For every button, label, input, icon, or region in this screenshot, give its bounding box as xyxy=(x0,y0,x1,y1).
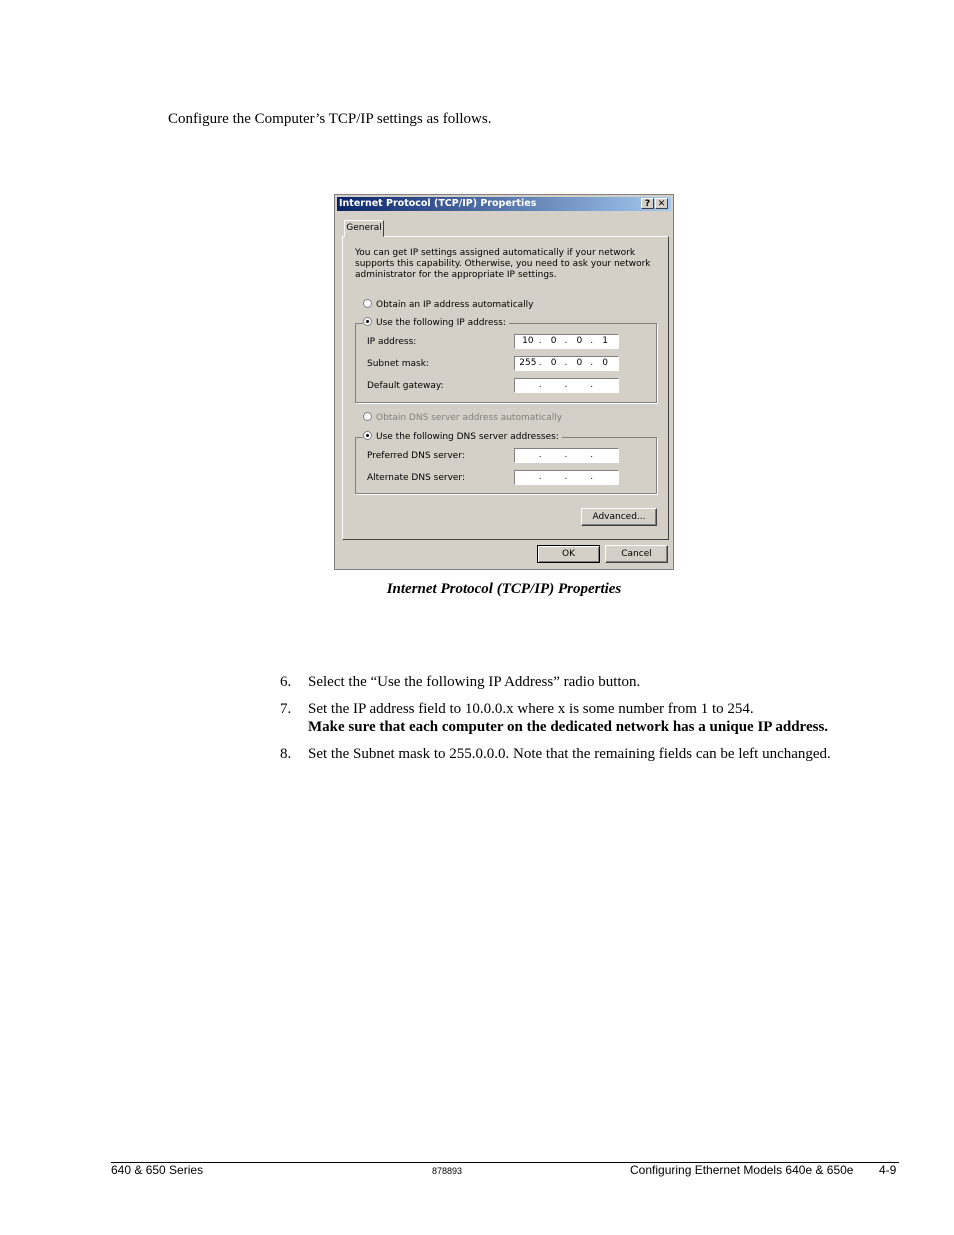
use-dns-radio[interactable]: Use the following DNS server addresses: xyxy=(363,431,562,443)
list-item: 6. Select the “Use the following IP Address” radio button. xyxy=(280,674,641,690)
default-gateway-input[interactable] xyxy=(514,378,619,393)
dialog-title: Internet Protocol (TCP/IP) Properties xyxy=(339,198,537,209)
radio-selected-icon xyxy=(363,431,372,440)
advanced-button[interactable]: Advanced... xyxy=(581,508,657,526)
intro-text: Configure the Computer’s TCP/IP settings as follows. xyxy=(168,111,492,127)
steps-list xyxy=(280,673,880,772)
default-gateway-label: Default gateway: xyxy=(367,381,444,391)
figure-caption: Internet Protocol (TCP/IP) Properties xyxy=(386,581,622,597)
dialog-description: You can get IP settings assigned automatically if your network supports this capability. Otherwise, you need to ask your network administrator for the appropriate IP settings. xyxy=(355,248,651,280)
subnet-mask-input[interactable]: 255 . 0 . 0 . 0 xyxy=(514,356,619,371)
footer-left: 640 & 650 Series xyxy=(111,1163,204,1177)
dns-server-group xyxy=(355,437,657,494)
preferred-dns-label: Preferred DNS server: xyxy=(367,451,465,461)
page-number: 4-9 xyxy=(879,1163,897,1177)
obtain-dns-radio[interactable]: Obtain DNS server address automatically xyxy=(363,412,565,424)
list-item: 8. Set the Subnet mask to 255.0.0.0. Note that the remaining fields can be left unchanged. xyxy=(280,746,831,762)
tcpip-properties-dialog xyxy=(334,194,674,570)
obtain-ip-radio[interactable]: Obtain an IP address automatically xyxy=(363,299,537,311)
ip-address-label: IP address: xyxy=(367,337,417,347)
preferred-dns-input[interactable] xyxy=(514,448,619,463)
close-icon[interactable]: ✕ xyxy=(655,198,668,209)
alternate-dns-label: Alternate DNS server: xyxy=(367,473,466,483)
footer-right: Configuring Ethernet Models 640e & 650e xyxy=(630,1163,854,1177)
subnet-mask-label: Subnet mask: xyxy=(367,359,429,369)
radio-selected-icon xyxy=(363,317,372,326)
cancel-button[interactable]: Cancel xyxy=(605,545,668,563)
footer-center: 878893 xyxy=(432,1166,463,1176)
tab-general[interactable]: General xyxy=(344,220,384,237)
radio-icon xyxy=(363,412,372,421)
alternate-dns-input[interactable] xyxy=(514,470,619,485)
dialog-titlebar[interactable] xyxy=(337,197,671,211)
ip-address-input[interactable]: 10 . 0 . 0 . 1 xyxy=(514,334,619,349)
use-ip-radio[interactable]: Use the following IP address: xyxy=(363,317,509,329)
help-button[interactable]: ? xyxy=(641,198,654,209)
list-item: 7. Set the IP address field to 10.0.0.x where x is some number from 1 to 254. Make sure that each computer on the dedicated network has a unique IP address. xyxy=(280,701,829,735)
radio-icon xyxy=(363,299,372,308)
ok-button[interactable]: OK xyxy=(537,545,600,563)
